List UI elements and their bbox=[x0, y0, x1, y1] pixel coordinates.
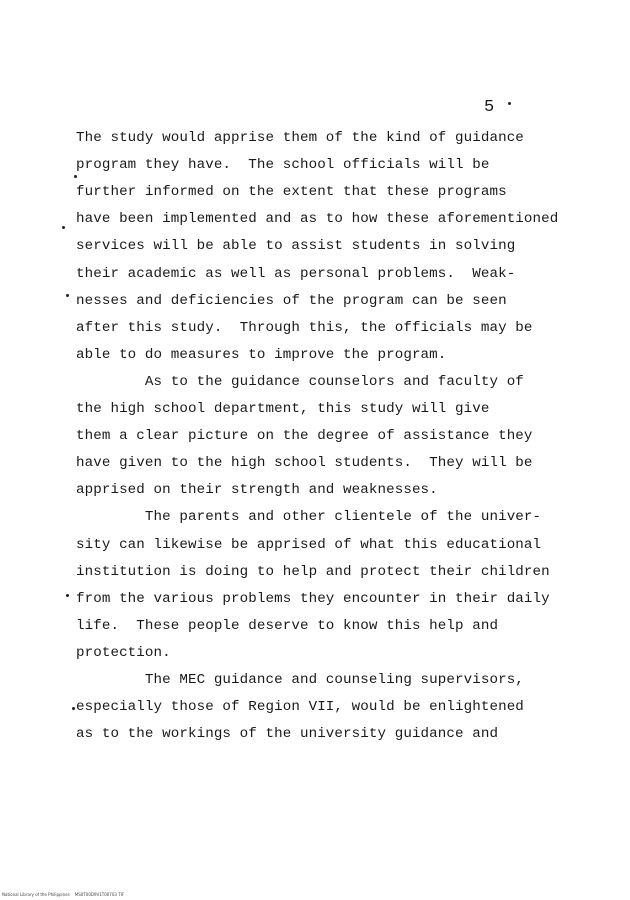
text-line: program they have. The school officials will be bbox=[76, 157, 490, 174]
text-line: the high school department, this study will give bbox=[76, 401, 490, 417]
text-line: as to the workings of the university guidance and bbox=[76, 726, 499, 743]
text-line: sity can likewise be apprised of what this educational bbox=[76, 536, 542, 553]
scan-speck bbox=[66, 294, 69, 297]
text-line: apprised on their strength and weaknesses. bbox=[76, 482, 438, 499]
text-line: As to the guidance counselors and faculty of bbox=[76, 373, 524, 390]
text-line: able to do measures to improve the program. bbox=[76, 346, 447, 363]
text-line: The MEC guidance and counseling supervisors, bbox=[76, 672, 524, 688]
scan-speck bbox=[508, 102, 511, 105]
scan-speck bbox=[72, 707, 75, 710]
text-line: further informed on the extent that these programs bbox=[76, 184, 507, 201]
text-line: nesses and deficiencies of the program can be seen bbox=[76, 292, 507, 309]
text-line: their academic as well as personal problems. Weak- bbox=[76, 265, 516, 282]
page-number: 5 bbox=[484, 98, 495, 117]
scan-speck bbox=[74, 175, 77, 178]
text-line: The study would apprise them of the kind of guidance bbox=[76, 130, 524, 146]
text-line: from the various problems they encounter in their daily bbox=[76, 590, 550, 607]
text-line: protection. bbox=[76, 644, 171, 661]
text-line: institution is doing to help and protect their children bbox=[76, 563, 550, 580]
scan-speck bbox=[66, 594, 69, 597]
text-line: have been implemented and as to how these aforementioned bbox=[76, 211, 559, 228]
text-line: especially those of Region VII, would be enlightened bbox=[76, 699, 524, 716]
scan-speck bbox=[62, 226, 65, 229]
text-line: services will be able to assist students in solving bbox=[76, 238, 516, 255]
text-line: life. These people deserve to know this help and bbox=[76, 617, 499, 634]
text-line: have given to the high school students. They will be bbox=[76, 455, 533, 472]
text-line: them a clear picture on the degree of assistance they bbox=[76, 428, 533, 445]
text-line: The parents and other clientele of the univer- bbox=[76, 509, 542, 526]
scan-footer: National Library of the Philippines MS0T00D9V1T00703 TIF bbox=[2, 892, 125, 897]
text-line: after this study. Through this, the officials may be bbox=[76, 319, 533, 336]
